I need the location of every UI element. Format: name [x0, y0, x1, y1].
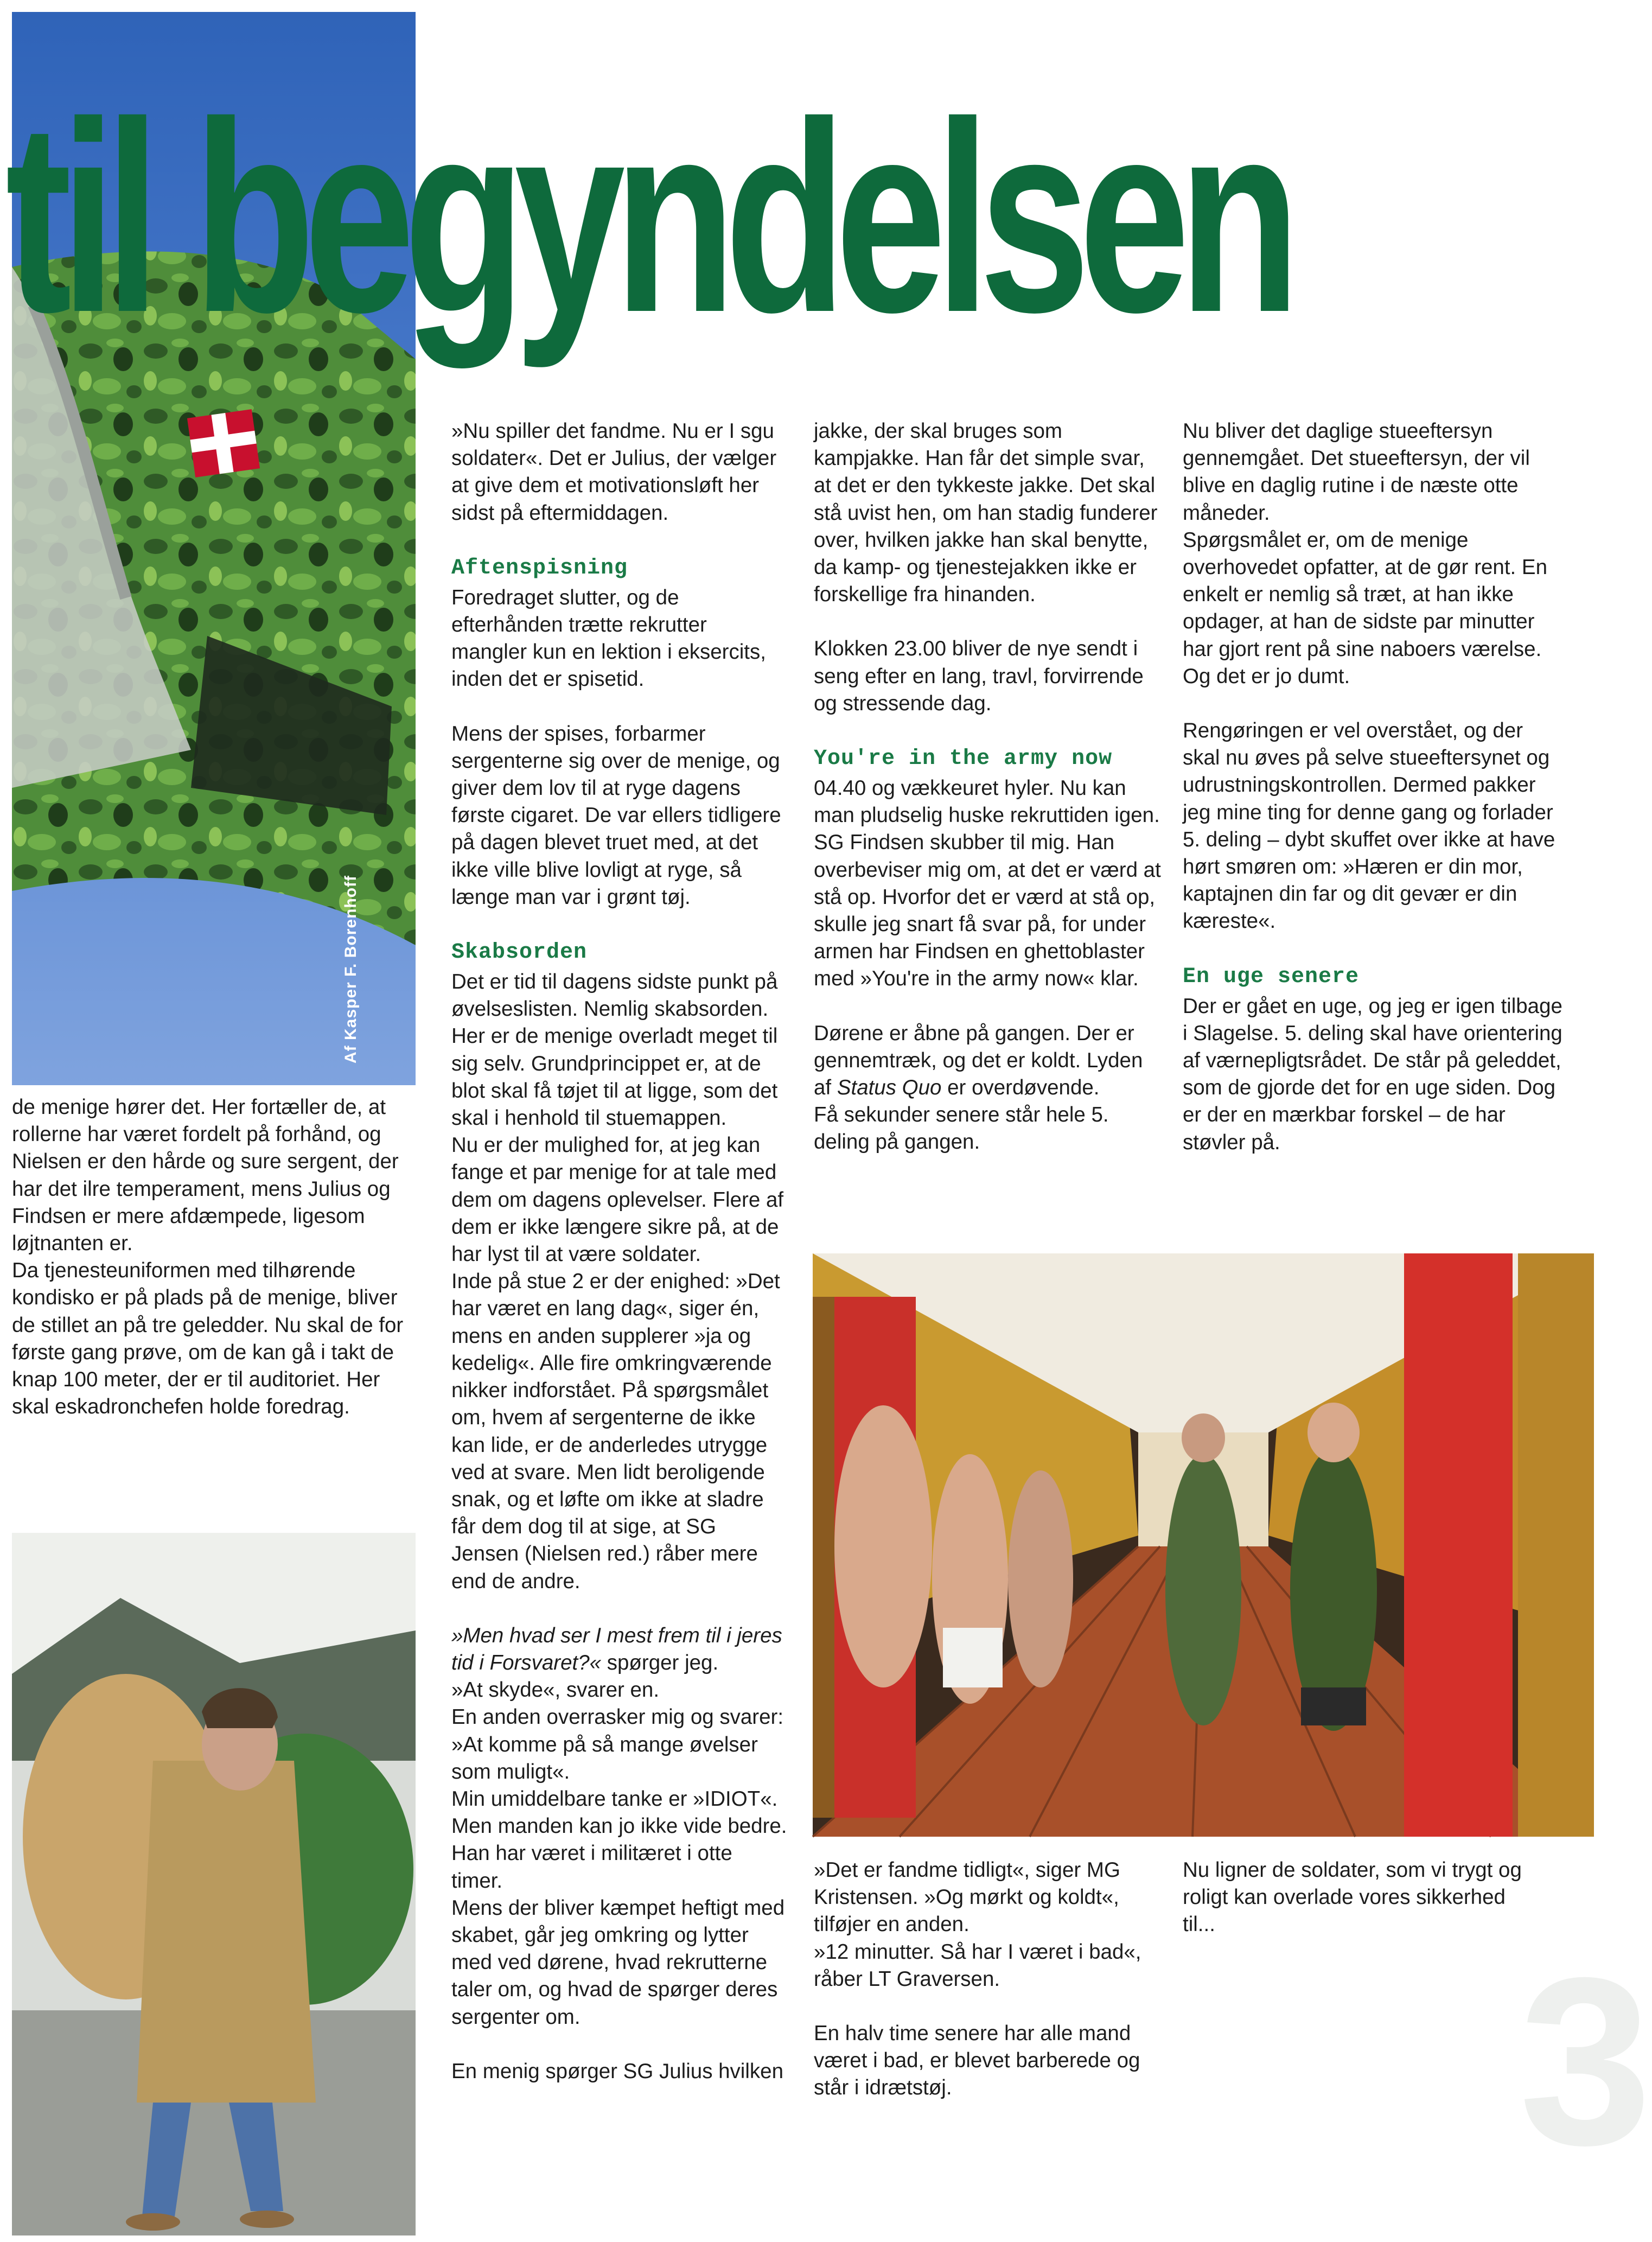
paragraph: »Det er fandme tidligt«, siger MG Kristensen. »Og mørkt og koldt«, tilføjer en anden.	[814, 1858, 1120, 1937]
intro-paragraph: »Nu spiller det fandme. Nu er I sgu soldater«. Det er Julius, der vælger at give dem et motivationsløft her sidst på eftermiddagen.	[451, 419, 777, 525]
column-1	[12, 1094, 413, 1448]
column-3	[814, 418, 1161, 1183]
page-number: 3	[1519, 1928, 1652, 2195]
paragraph: »At skyde«, svarer en.	[451, 1678, 660, 1702]
column-2	[451, 418, 788, 2112]
question-tail: spørger jeg.	[601, 1651, 719, 1674]
hallway-lineup-photo	[813, 1253, 1594, 1837]
paragraph: Nu ligner de soldater, som vi trygt og roligt kan overlade vores sikkerhed til...	[1183, 1858, 1522, 1937]
paragraph: »12 minutter. Så har I været i bad«, råber LT Graversen.	[814, 1940, 1141, 1991]
paragraph: de menige hører det. Her fortæller de, at rollerne har været fordelt på forhånd, og Nielsen er den hårde og sure sergent, der har det ilre temperament, mens Julius og Findsen er mere afdæmpede, ligesom løjtnanten er.	[12, 1095, 399, 1256]
paragraph: En halv time senere har alle mand været i bad, er blevet barberede og står i idrætstøj.	[814, 2022, 1140, 2100]
paragraph: Foredraget slutter, og de efterhånden trætte rekrutter mangler kun en lektion i eksercits, inden det er spisetid.	[451, 585, 766, 691]
paragraph: Mens der bliver kæmpet heftigt med skabet, går jeg omkring og lytter med ved dørene, hvad rekrutterne taler om, og hvad de spørger deres sergenter om.	[451, 1896, 785, 2029]
column-4-bottom	[1183, 1857, 1530, 1966]
section-heading: En uge senere	[1183, 964, 1360, 989]
section-heading: Aftenspisning	[451, 556, 628, 581]
photo-credit: Af Kasper F. Borenhoff	[342, 875, 360, 1063]
paragraph: jakke, der skal bruges som kampjakke. Han får det simple svar, at det er den tykkeste jakke. Det skal stå uvist hen, om han stadig funderer over, hvilken jakke han skal benytte, da kamp- og tjenestejakken ikke er forskellige fra hinanden.	[814, 419, 1158, 607]
paragraph: En menig spørger SG Julius hvilken	[451, 2059, 783, 2083]
question-quote: »Men hvad ser I mest frem til i jeres tid i Forsvaret?«	[451, 1623, 782, 1674]
paragraph: 04.40 og vækkeuret hyler. Nu kan man pludselig huske rekruttiden igen. SG Findsen skubber til mig. Han overbeviser mig om, at det er værd at stå op. Hvorfor det er værd at stå op, skulle jeg snart få svar på, for under armen har Findsen en ghettoblaster med »You're in the army now« klar.	[814, 776, 1161, 991]
column-3-bottom	[814, 1857, 1161, 2129]
paragraph: Min umiddelbare tanke er »IDIOT«. Men manden kan jo ikke vide bedre. Han har været i militæret i otte timer.	[451, 1787, 787, 1893]
paragraph	[814, 1020, 1161, 1102]
paragraph: Det er tid til dagens sidste punkt på øvelseslisten. Nemlig skabsorden. Her er de menige overladt meget til sig selv. Grundprincippet er, at de blot skal få tøjet til at ligge, som det skal i henhold til stuemappen.	[451, 970, 778, 1130]
headline: til begyndelsen	[5, 65, 1290, 368]
recruit-carrying-bag-photo	[12, 1533, 416, 2235]
section-heading: Skabsorden	[451, 940, 588, 965]
section-heading: You're in the army now	[814, 747, 1113, 772]
paragraph: Få sekunder senere står hele 5. deling på gangen.	[814, 1103, 1109, 1154]
paragraph: Nu bliver det daglige stueeftersyn gennemgået. Det stueeftersyn, der vil blive en daglig rutine i de næste otte måneder.	[1183, 419, 1530, 525]
paragraph: Nu er der mulighed for, at jeg kan fange et par menige for at tale med dem om dagens oplevelser. Flere af dem er ikke længere sikre på, at de har lyst til at være soldater.	[451, 1133, 784, 1266]
question-paragraph	[451, 1622, 788, 1677]
column-4	[1183, 418, 1562, 1183]
paragraph: Inde på stue 2 er der enighed: »Det har været en lang dag«, siger én, mens en anden supplerer »ja og kedelig«. Alle fire omkringværende nikker indforstået. På spørgsmålet om, hvem af sergenterne de ikke kan lide, er de anderledes utrygge ved at svare. Men lidt beroligende snak, og et løfte om ikke at sladre får dem dog til at sige, at SG Jensen (Nielsen red.) råber mere end de andre.	[451, 1270, 780, 1593]
paragraph: Der er gået en uge, og jeg er igen tilbage i Slagelse. 5. deling skal have orientering af værnepligtsrådet. De står på geleddet, som de gjorde det for en uge siden. Dog er der en mærkbar forskel – de har støvler på.	[1183, 994, 1562, 1154]
paragraph: Mens der spises, forbarmer sergenterne sig over de menige, og giver dem lov til at ryge dagens første cigaret. De var ellers tidligere på dagen blevet truet med, at det ikke ville blive lovligt at ryge, så længe man var i grønt tøj.	[451, 722, 781, 909]
paragraph: Klokken 23.00 bliver de nye sendt i seng efter en lang, travl, forvirrende og stressende dag.	[814, 637, 1144, 715]
doors-lead: Dørene er åbne på gangen. Der er gennemtræk, og det er koldt. Lyden af	[814, 1021, 1143, 1100]
paragraph: Da tjenesteuniformen med tilhørende kondisko er på plads på de menige, bliver de stillet an på tre geledder. Nu skal de for første gang prøve, om de kan gå i takt de knap 100 meter, der er til auditoriet. Her skal eskadronchefen holde foredrag.	[12, 1259, 404, 1419]
paragraph: En anden overrasker mig og svarer: »At komme på så mange øvelser som muligt«.	[451, 1705, 784, 1784]
doors-tail: er overdøvende.	[941, 1076, 1100, 1100]
band-name: Status Quo	[837, 1076, 942, 1100]
paragraph: Rengøringen er vel overstået, og der skal nu øves på selve stueeftersynet og udrustningskontrollen. Dermed pakker jeg mine ting for denne gang og forlader 5. deling – dybt skuffet over ikke at have hørt smøren om: »Hæren er din mor, kaptajnen din far og dit gevær er din kæreste«.	[1183, 719, 1555, 933]
paragraph: Spørgsmålet er, om de menige overhovedet opfatter, at de gør rent. En enkelt er nemlig så træt, at han ikke opdager, at han de sidste par minutter har gjort rent på sine naboers værelse. Og det er jo dumt.	[1183, 528, 1548, 688]
